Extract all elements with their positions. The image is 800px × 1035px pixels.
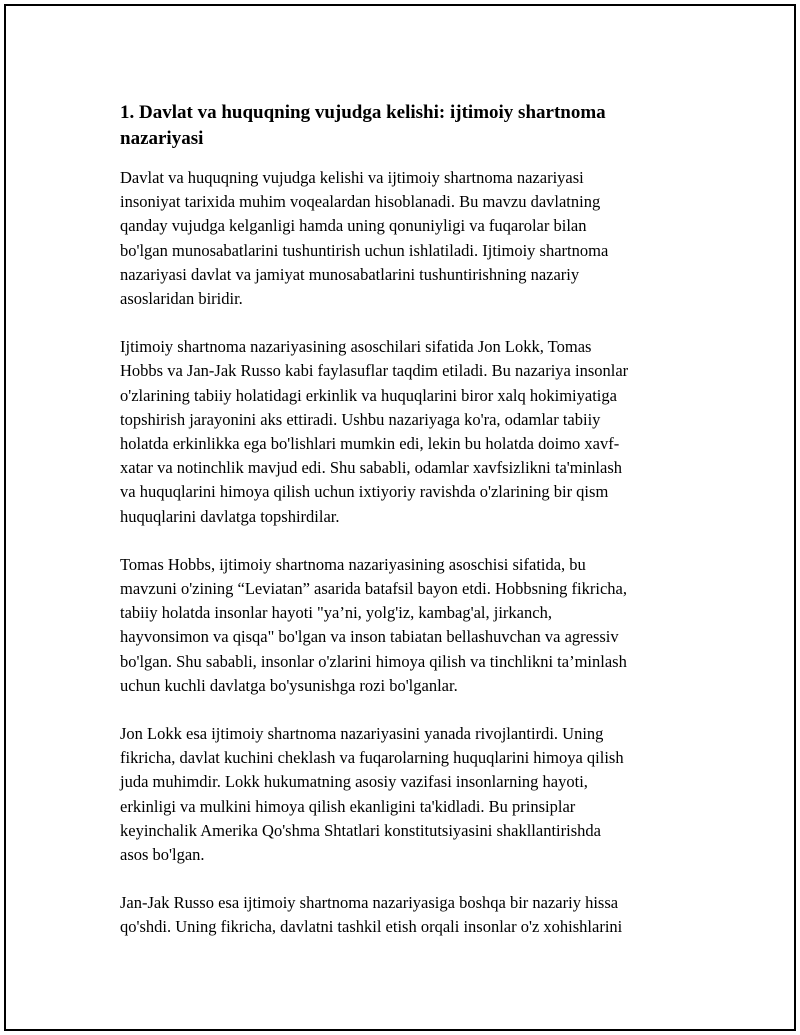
page-frame: [4, 4, 796, 1031]
document-title: 1. Davlat va huquqning vujudga kelishi: ijtimoiy shartnoma nazariyasi: [120, 102, 606, 149]
paragraph-3: Tomas Hobbs, ijtimoiy shartnoma nazariyasining asoschisi sifatida, bu mavzuni o'zining “Leviatan” asarida batafsil bayon etdi. Hobbsning fikricha, tabiiy holatda insonlar hayoti "ya’ni, yolg'iz, kambag'al, jirkanch, hayvonsimon va qisqa" bo'lgan va inson tabiatan bellashuvchan va agressiv bo'lgan. Shu sababli, insonlar o'zlarini himoya qilish va tinchlikni ta’minlash uchun kuchli davlatga bo'ysunishga rozi bo'lganlar.: [120, 554, 627, 695]
document-body: [120, 100, 700, 964]
paragraph-2: Ijtimoiy shartnoma nazariyasining asoschilari sifatida Jon Lokk, Tomas Hobbs va Jan-Jak Russo kabi faylasuflar taqdim etiladi. Bu nazariya insonlar o'zlarining tabiiy holatidagi erkinlik va huquqlarini biror xalq hokimiyatiga topshirish jarayonini aks ettiradi. Ushbu nazariyaga ko'ra, odamlar tabiiy holatda erkinlikka ega bo'lishlari mumkin edi, lekin bu holatda doimo xavf- xatar va notinchlik mavjud edi. Shu sababli, odamlar xavfsizlikni ta'minlash va huquqlarini himoya qilish uchun ixtiyoriy ravishda o'zlarining bir qism huquqlarini davlatga topshirdilar.: [120, 337, 629, 526]
paragraph-4: Jon Lokk esa ijtimoiy shartnoma nazariyasini yanada rivojlantirdi. Uning fikricha, davlat kuchini cheklash va fuqarolarning huquqlarini himoya qilish juda muhimdir. Lokk hukumatning asosiy vazifasi insonlarning hayoti, erkinligi va mulkini himoya qilish ekanligini ta'kidladi. Bu prinsiplar keyinchalik Amerika Qo'shma Shtatlari konstitutsiyasini shakllantirishda asos bo'lgan.: [120, 724, 624, 865]
paragraph-5: Jan-Jak Russo esa ijtimoiy shartnoma nazariyasiga boshqa bir nazariy hissa qo'shdi. Uning fikricha, davlatni tashkil etish orqali insonlar o'z xohishlarini: [120, 893, 623, 937]
paragraph-1: Davlat va huquqning vujudga kelishi va ijtimoiy shartnoma nazariyasi insoniyat tarixida muhim voqealardan hisoblanadi. Bu mavzu davlatning qanday vujudga kelganligi hamda uning qonuniyligi va fuqarolar bilan bo'lgan munosabatlarini tushuntirish uchun ishlatiladi. Ijtimoiy shartnoma nazariyasi davlat va jamiyat munosabatlarini tushuntirishning nazariy asoslaridan biridir.: [120, 168, 609, 309]
